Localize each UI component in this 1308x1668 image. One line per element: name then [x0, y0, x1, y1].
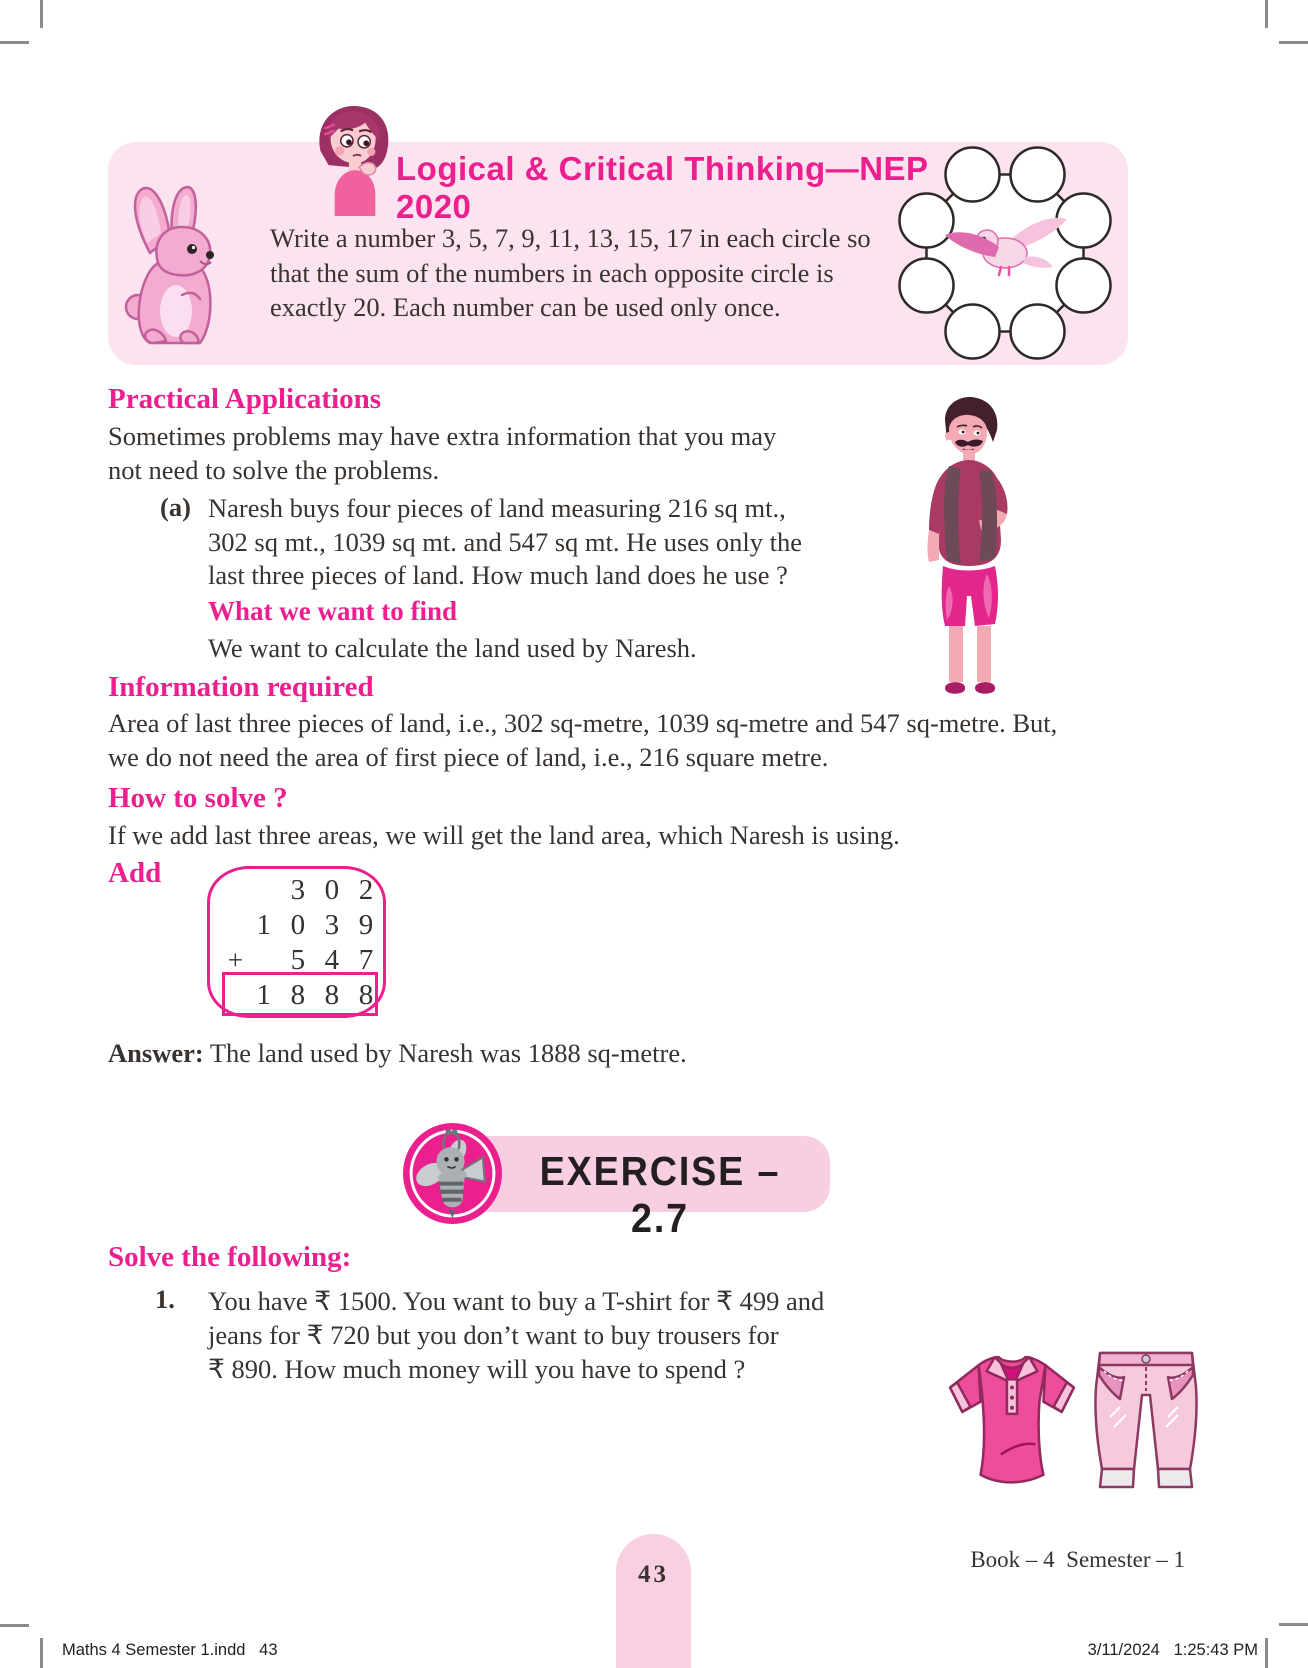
addend-row-3: + 5 4 7 — [210, 943, 383, 978]
thinking-box-text — [270, 221, 871, 325]
t-shirt-illustration — [942, 1348, 1082, 1494]
exercise-badge-label: EXERCISE – 2.7 — [539, 1148, 781, 1241]
information-required-heading: Information required — [108, 671, 374, 703]
solve-following-heading: Solve the following: — [108, 1241, 352, 1273]
crop-mark-top-left-h — [0, 41, 29, 44]
question-1-number: 1. — [155, 1284, 175, 1314]
crop-mark-bottom-right-v — [1265, 1638, 1268, 1668]
plus-operator: + — [227, 945, 243, 975]
crop-mark-top-right-v — [1265, 0, 1268, 28]
thinking-box-line: Write a number 3, 5, 7, 9, 11, 13, 15, 17 in each circle so — [270, 223, 871, 253]
what-we-want-to-find-text: We want to calculate the land used by Naresh. — [208, 633, 697, 663]
what-we-want-to-find-heading: What we want to find — [208, 596, 458, 626]
practical-applications-heading: Practical Applications — [108, 383, 382, 415]
answer-text: The land used by Naresh was 1888 sq-metre. — [203, 1038, 687, 1068]
addend-row-1: 3 0 2 — [290, 874, 374, 906]
answer-label: Answer: — [108, 1038, 204, 1068]
thinking-box-line: exactly 20. Each number can be used only once. — [270, 292, 781, 322]
addend-row-2: 1 0 3 9 — [256, 909, 374, 941]
thinking-box-title: Logical & Critical Thinking—NEP 2020 — [396, 150, 928, 225]
rabbit-illustration — [120, 173, 245, 351]
crop-mark-bottom-left-h — [0, 1624, 29, 1627]
add-label: Add — [108, 857, 162, 889]
addition-work-box — [207, 866, 386, 1018]
jeans-illustration — [1090, 1347, 1202, 1497]
thinking-box-line: that the sum of the numbers in each opposite circle is — [270, 257, 834, 288]
answer-line — [108, 1038, 687, 1069]
page-number: 43 — [638, 1561, 669, 1588]
naresh-man-illustration — [905, 390, 1035, 702]
question-1-text: You have ₹ 1500. You want to buy a T-shirt for ₹ 499 and jeans for ₹ 720 but you don’t want to buy trousers for ₹ 890. How much money will you have to spend ? — [208, 1286, 825, 1384]
crop-mark-bottom-left-v — [40, 1638, 43, 1668]
print-slug-filename: Maths 4 Semester 1.indd 43 — [62, 1641, 278, 1659]
information-required-text: Area of last three pieces of land, i.e., 302 sq-metre, 1039 sq-metre and 547 sq-metre. But, we do not need the area of first piece of land, i.e., 216 square metre. — [108, 708, 1058, 772]
crop-mark-bottom-right-h — [1279, 1623, 1308, 1626]
page-number-tab — [616, 1534, 691, 1668]
crop-mark-top-right-h — [1279, 41, 1308, 44]
crop-mark-top-left-v — [40, 0, 43, 28]
item-a-text: Naresh buys four pieces of land measuring 216 sq mt., 302 sq mt., 1039 sq mt. and 547 sq mt. He uses only the last three pieces of land. How much land does he use ? — [208, 493, 803, 590]
number-circles-diagram — [890, 144, 1120, 366]
thinking-girl-illustration — [308, 98, 400, 218]
sum-row: 1 8 8 8 — [256, 979, 374, 1011]
practical-intro: Sometimes problems may have extra information that you may not need to solve the problems. — [108, 421, 777, 485]
print-slug-timestamp: 3/11/2024 1:25:43 PM — [1087, 1641, 1258, 1659]
item-a-label: (a) — [160, 492, 191, 522]
bee-megaphone-icon — [402, 1122, 503, 1225]
how-to-solve-text: If we add last three areas, we will get the land area, which Naresh is using. — [108, 820, 900, 850]
how-to-solve-heading: How to solve ? — [108, 782, 288, 814]
book-label: Book – 4 Semester – 1 — [970, 1547, 1185, 1572]
